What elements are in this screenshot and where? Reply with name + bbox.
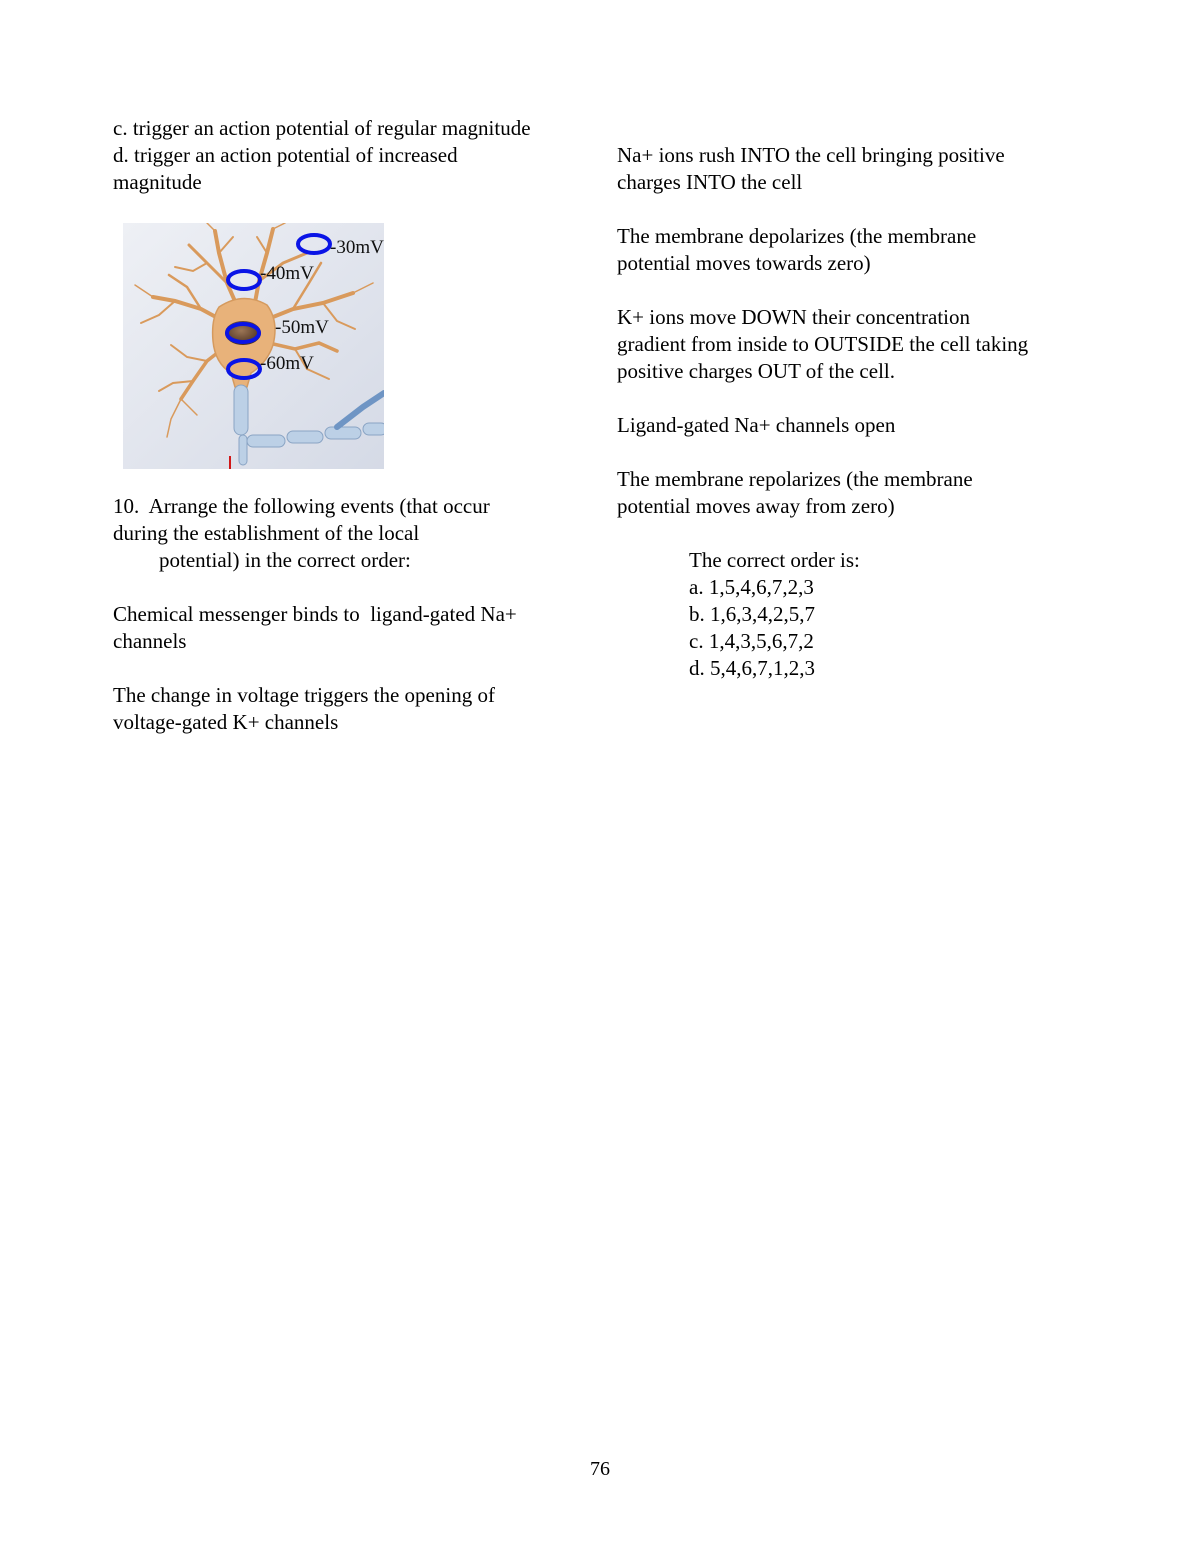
event-2-line-1: The change in voltage triggers the opening of xyxy=(113,683,495,707)
answer-choice-b: b. 1,6,3,4,2,5,7 xyxy=(689,602,815,626)
question-10-line-1: 10. Arrange the following events (that occur xyxy=(113,494,490,518)
event-7-line-1: The membrane repolarizes (the membrane xyxy=(617,467,973,491)
event-4-line-1: The membrane depolarizes (the membrane xyxy=(617,224,977,248)
event-5-line-3: positive charges OUT of the cell. xyxy=(617,359,895,383)
question-10-line-2: during the establishment of the local xyxy=(113,521,420,545)
answer-option-d-line-1: d. trigger an action potential of increased xyxy=(113,143,458,167)
answer-option-c: c. trigger an action potential of regular magnitude xyxy=(113,116,531,140)
answer-choice-d: d. 5,4,6,7,1,2,3 xyxy=(689,656,815,680)
event-3-line-1: Na+ ions rush INTO the cell bringing positive xyxy=(617,143,1005,167)
event-1-line-1: Chemical messenger binds to ligand-gated Na+ xyxy=(113,602,517,626)
answer-choices xyxy=(617,547,1097,682)
label-minus-30mv: -30mV xyxy=(330,237,384,258)
question-10-line-3: potential) in the correct order: xyxy=(159,548,411,572)
event-1-line-2: channels xyxy=(113,629,187,653)
event-7-line-2: potential moves away from zero) xyxy=(617,494,895,518)
answer-choice-a: a. 1,5,4,6,7,2,3 xyxy=(689,575,814,599)
answer-option-d-line-2: magnitude xyxy=(113,170,202,194)
neuron-figure xyxy=(123,223,384,469)
answer-choice-c: c. 1,4,3,5,6,7,2 xyxy=(689,629,814,653)
right-column xyxy=(617,142,1097,682)
label-minus-60mv: -60mV xyxy=(260,353,314,374)
event-4-line-2: potential moves towards zero) xyxy=(617,251,871,275)
answer-intro: The correct order is: xyxy=(689,548,860,572)
event-3-line-2: charges INTO the cell xyxy=(617,170,803,194)
label-minus-40mv: -40mV xyxy=(260,263,314,284)
page-number: 76 xyxy=(590,1458,610,1480)
event-6: Ligand-gated Na+ channels open xyxy=(617,413,896,437)
event-5-line-1: K+ ions move DOWN their concentration xyxy=(617,305,971,329)
label-minus-50mv: -50mV xyxy=(275,317,329,338)
event-5-line-2: gradient from inside to OUTSIDE the cell taking xyxy=(617,332,1029,356)
event-2-line-2: voltage-gated K+ channels xyxy=(113,710,339,734)
